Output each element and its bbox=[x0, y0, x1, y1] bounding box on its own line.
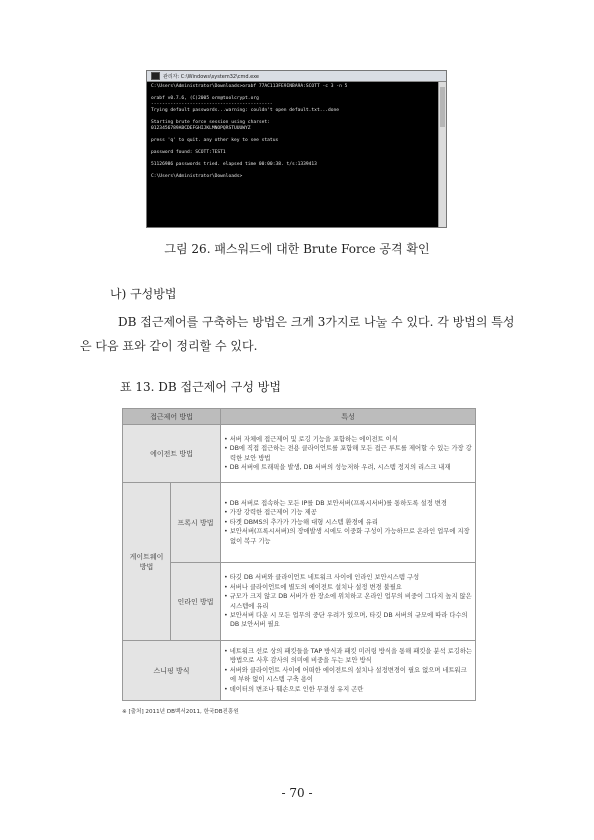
body-paragraph bbox=[80, 310, 520, 358]
table-row bbox=[123, 641, 476, 701]
method-sniffing: 스니핑 방식 bbox=[123, 641, 221, 701]
paragraph-text: DB 접근제어를 구축하는 방법은 크게 3가지로 나눌 수 있다. 각 방법의 특성은 다음 표와 같이 정리할 수 있다. bbox=[80, 315, 515, 353]
table-source: ※ [출처] 2011년 DB백서2011, 한국DB진흥원 bbox=[122, 709, 239, 715]
console-line: C:\Users\Administrator\Downloads>orabf 77AC113FE9INBA9A:SCOTT -c 3 -n 5 bbox=[151, 84, 348, 89]
list-item: • 서버 자체에 접근제어 및 로깅 기능을 포함하는 에이전트 이식 bbox=[224, 435, 398, 443]
terminal-icon bbox=[151, 72, 160, 80]
list-item: • 타깃 DB 서버와 클라이언트 네트워크 사이에 인라인 보안시스템 구성 bbox=[224, 574, 420, 582]
sniffing-characteristics bbox=[221, 641, 476, 701]
figure-caption: 그림 26. 패스워드에 대한 Brute Force 공격 확인 bbox=[164, 242, 430, 256]
method-inline: 인라인 방법 bbox=[171, 563, 221, 641]
console-line: 0123456789ABCDEFGHIJKLMNOPQRSTUUUWYZ bbox=[151, 126, 251, 131]
inline-characteristics bbox=[221, 563, 476, 641]
header-characteristics: 특성 bbox=[221, 409, 476, 425]
list-item: • DB 서버에 트래픽을 발생, DB 서버의 성능저하 우려, 시스템 정지의 리스크 내재 bbox=[224, 463, 451, 471]
list-item: • 보안서버(프록시서버)의 장애발생 시에도 이중화 구성이 가능하므로 온라인 업무에 지장 없이 복구 기능 bbox=[224, 528, 470, 545]
console-titlebar bbox=[147, 71, 446, 82]
table-row bbox=[123, 425, 476, 483]
scrollbar-thumb bbox=[440, 87, 445, 127]
list-item: • 보안서버 다운 시 모든 업무의 중단 우려가 있으며, 타깃 DB 서버의 규모에 따라 다수의 DB 보안서버 필요 bbox=[224, 611, 468, 629]
list-item: • 서버와 클라이언트 사이에 어떠한 에이전트의 설치나 설정변경이 필요 없으며 네트워크에 부하 없이 시스템 구축 용이 bbox=[224, 666, 467, 684]
console-line: -------------------------------------------- bbox=[151, 102, 273, 107]
console-line: Starting brute force session using charset: bbox=[151, 120, 270, 125]
method-agent: 에이전트 방법 bbox=[123, 425, 221, 483]
method-gateway: 게이트웨이 방법 bbox=[123, 483, 171, 641]
console-scrollbar bbox=[438, 82, 446, 227]
header-method: 접근제어 방법 bbox=[123, 409, 221, 425]
list-item: • 타겟 DBMS의 추가가 가능해 대형 시스템 환경에 유리 bbox=[224, 518, 378, 526]
section-heading: 나) 구성방법 bbox=[110, 287, 177, 301]
list-item: • DB 서버로 접속하는 모든 IP를 DB 보안서버(프록시서버)를 통하도록 설정 변경 bbox=[224, 499, 447, 507]
access-control-table bbox=[122, 408, 476, 701]
agent-characteristics bbox=[221, 425, 476, 483]
table-header-row bbox=[123, 409, 476, 425]
table-row bbox=[123, 563, 476, 641]
list-item: • 서버나 클라이언트에 별도의 에이전트 설치나 설정 변경 불필요 bbox=[224, 583, 402, 591]
method-proxy: 프록시 방법 bbox=[171, 483, 221, 563]
proxy-characteristics bbox=[221, 483, 476, 563]
console-line: Trying default passwords...warning: couldn't open default.txt...done bbox=[151, 108, 340, 113]
list-item: • DB에 직접 접근하는 전용 클라이언트를 포함해 모든 접근 루트를 제어할 수 있는 가장 강력한 보안 방법 bbox=[224, 445, 472, 462]
table-row bbox=[123, 483, 476, 563]
console-line: orabf v0.7.6, (C)2005 orm@toolcrypt.org bbox=[151, 96, 259, 101]
list-item: • 데이터의 변조나 훼손으로 인한 무결성 유지 곤란 bbox=[224, 685, 364, 693]
list-item: • 규모가 크지 않고 DB 서버가 한 장소에 위치하고 온라인 업무의 비중이 그다지 높지 않은 시스템에 유리 bbox=[224, 593, 472, 610]
console-screenshot bbox=[146, 70, 447, 228]
console-title: 관리자: C:\Windows\system32\cmd.exe bbox=[163, 73, 260, 80]
console-line: password found: SCOTT:TEST1 bbox=[151, 150, 226, 155]
console-output bbox=[147, 82, 446, 180]
list-item: • 네트워크 선로 상의 패킷들을 TAP 방식과 패킷 미러링 방식을 통해 패킷을 분석 로깅하는 방법으로 사후 감사의 의미에 비중을 두는 보안 방식 bbox=[224, 647, 473, 665]
table-caption: 표 13. DB 접근제어 구성 방법 bbox=[120, 380, 281, 394]
console-line: press 'q' to quit. any other key to see status bbox=[151, 138, 279, 143]
console-line: C:\Users\Administrator\Downloads> bbox=[151, 174, 243, 179]
console-line: 51126986 passwords tried. elapsed time 00:00:38. t/s:1339413 bbox=[151, 162, 317, 167]
list-item: • 가장 강력한 접근제어 기능 제공 bbox=[224, 509, 317, 517]
page-number: - 70 - bbox=[281, 786, 313, 800]
